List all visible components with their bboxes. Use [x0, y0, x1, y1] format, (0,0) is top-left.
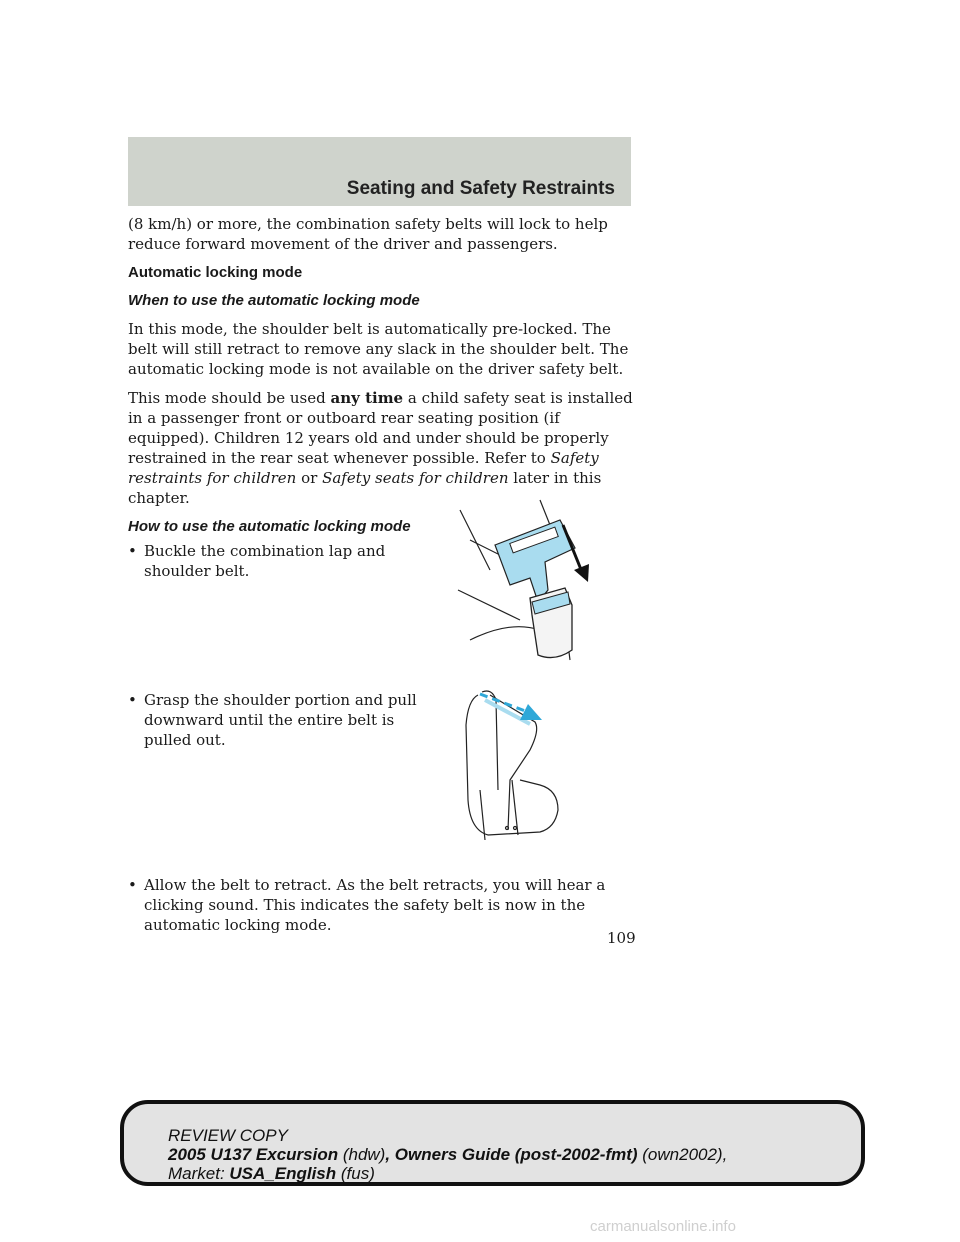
intro-paragraph: (8 km/h) or more, the combination safety belts will lock to help reduce forward movement of the driver and passengers.: [128, 215, 608, 253]
review-copy-box: [120, 1100, 865, 1186]
review-line-3: Market: USA_English (fus): [168, 1164, 375, 1183]
page-number: 109: [607, 929, 636, 947]
review-label: REVIEW COPY: [168, 1126, 288, 1145]
subheading-how: How to use the automatic locking mode: [128, 518, 411, 535]
step-2: • Grasp the shoulder portion and pull downward until the entire belt is pulled out.: [128, 691, 417, 749]
step-1: • Buckle the combination lap and shoulder belt.: [128, 542, 386, 580]
usage-paragraph: This mode should be used any time a child safety seat is installed in a passenger front or outboard rear seating position (if equipped). Children 12 years old and under should be properly restrained in the rear seat whenever possible. Refer to Safety restraints for children or Safety seats for children later in this chapter.: [128, 389, 633, 507]
subheading-when: When to use the automatic locking mode: [128, 292, 420, 309]
mode-paragraph: In this mode, the shoulder belt is automatically pre-locked. The belt will still retract to remove any slack in the shoulder belt. The automatic locking mode is not available on the driver safety belt.: [128, 320, 629, 378]
reference-link-restraints: Safety restraints for children: [128, 449, 599, 487]
buckle-illustration: [450, 490, 600, 670]
section-title: Seating and Safety Restraints: [346, 178, 615, 199]
down-arrow-icon: [563, 525, 589, 582]
emphasis-any-time: any time: [330, 389, 404, 407]
header-band: [128, 137, 631, 206]
section-heading: Automatic locking mode: [128, 264, 303, 281]
seat-belt-pull-illustration: [460, 680, 570, 855]
review-line-2: 2005 U137 Excursion (hdw), Owners Guide (post-2002-fmt) (own2002),: [168, 1145, 728, 1164]
watermark: carmanualsonline.info: [590, 1218, 736, 1235]
reference-link-seats: Safety seats for children: [322, 469, 509, 487]
buckle-icon: [495, 520, 575, 658]
review-lines: [168, 1126, 727, 1183]
step-3: • Allow the belt to retract. As the belt retracts, you will hear a clicking sound. This indicates the safety belt is now in the automatic locking mode.: [128, 876, 606, 934]
